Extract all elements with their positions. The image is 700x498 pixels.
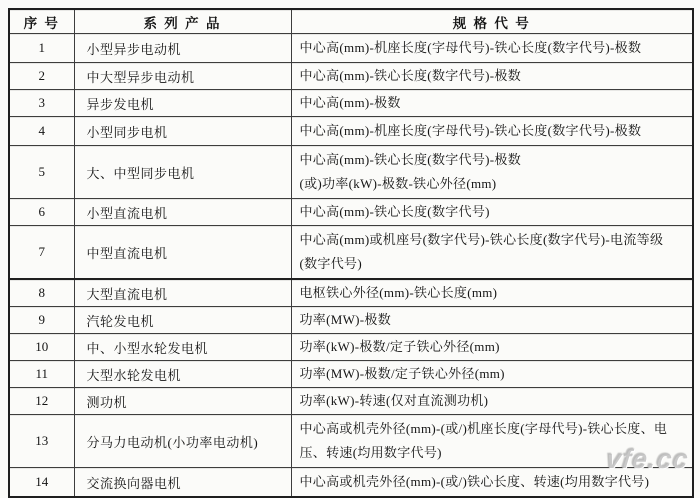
cell-spec-code: [291, 361, 693, 388]
table-row: [9, 117, 693, 146]
cell-row-number: 3: [9, 90, 74, 117]
cell-spec-code: [291, 279, 693, 307]
spec-code-line: 中心高(mm)-铁心长度(数字代号)-极数: [299, 68, 521, 83]
cell-spec-code: [291, 146, 693, 199]
cell-spec-code: [291, 226, 693, 280]
cell-row-number: 8: [9, 279, 74, 307]
cell-row-number: 1: [9, 34, 74, 63]
spec-code-line: 中心高(mm)-机座长度(字母代号)-铁心长度(数字代号)-极数: [299, 40, 642, 55]
spec-code-line: 功率(kW)-转速(仅对直流测功机): [299, 393, 489, 408]
spec-code-line: (数字代号): [299, 256, 362, 271]
cell-series-product: 分马力电动机(小功率电动机): [74, 415, 291, 468]
spec-code-line: 中心高(mm)-铁心长度(数字代号)-极数: [299, 152, 521, 167]
cell-row-number: 6: [9, 199, 74, 226]
cell-row-number: 7: [9, 226, 74, 280]
cell-series-product: 中、小型水轮发电机: [74, 334, 291, 361]
spec-code-line: 中心高或机壳外径(mm)-(或/)铁心长度、转速(均用数字代号): [299, 474, 650, 489]
table-row: [9, 307, 693, 334]
table-header-row: [9, 9, 693, 34]
cell-row-number: 10: [9, 334, 74, 361]
cell-spec-code: [291, 199, 693, 226]
spec-code-line: 电枢铁心外径(mm)-铁心长度(mm): [299, 285, 498, 300]
cell-spec-code: [291, 388, 693, 415]
cell-row-number: 13: [9, 415, 74, 468]
spec-code-line: 中心高(mm)-铁心长度(数字代号): [299, 204, 490, 219]
cell-series-product: 小型同步电机: [74, 117, 291, 146]
cell-spec-code: [291, 334, 693, 361]
table-row: [9, 63, 693, 90]
spec-code-line: 中心高或机壳外径(mm)-(或/)机座长度(字母代号)-铁心长度、电压、转速(均用数字代号): [299, 421, 668, 460]
cell-row-number: 2: [9, 63, 74, 90]
cell-row-number: 9: [9, 307, 74, 334]
table-row: [9, 361, 693, 388]
col-header-no: 序 号: [9, 9, 74, 34]
cell-spec-code: [291, 63, 693, 90]
cell-series-product: 大型直流电机: [74, 279, 291, 307]
spec-code-line: 功率(MW)-极数/定子铁心外径(mm): [299, 366, 505, 381]
cell-spec-code: [291, 90, 693, 117]
cell-spec-code: [291, 415, 693, 468]
cell-series-product: 中大型异步电动机: [74, 63, 291, 90]
table-row: [9, 34, 693, 63]
cell-series-product: 大、中型同步电机: [74, 146, 291, 199]
cell-series-product: 小型直流电机: [74, 199, 291, 226]
col-header-spec: 规 格 代 号: [291, 9, 693, 34]
cell-series-product: 大型水轮发电机: [74, 361, 291, 388]
spec-code-line: 功率(kW)-极数/定子铁心外径(mm): [299, 339, 500, 354]
cell-series-product: 汽轮发电机: [74, 307, 291, 334]
cell-series-product: 异步发电机: [74, 90, 291, 117]
spec-code-line: 功率(MW)-极数: [299, 312, 392, 327]
col-header-product: 系 列 产 品: [74, 9, 291, 34]
cell-spec-code: [291, 468, 693, 498]
cell-row-number: 14: [9, 468, 74, 498]
table-row: [9, 334, 693, 361]
spec-code-line: 中心高(mm)-机座长度(字母代号)-铁心长度(数字代号)-极数: [299, 123, 642, 138]
table-row: [9, 468, 693, 498]
cell-row-number: 11: [9, 361, 74, 388]
cell-series-product: 测功机: [74, 388, 291, 415]
table-row: [9, 388, 693, 415]
spec-code-line: (或)功率(kW)-极数-铁心外径(mm): [299, 176, 497, 191]
cell-spec-code: [291, 307, 693, 334]
cell-series-product: 中型直流电机: [74, 226, 291, 280]
table-row: [9, 226, 693, 280]
spec-code-line: 中心高(mm)或机座号(数字代号)-铁心长度(数字代号)-电流等级: [299, 232, 664, 247]
spec-code-line: 中心高(mm)-极数: [299, 95, 401, 110]
table-row: [9, 279, 693, 307]
cell-spec-code: [291, 117, 693, 146]
table-row: [9, 415, 693, 468]
table-row: [9, 146, 693, 199]
cell-spec-code: [291, 34, 693, 63]
spec-code-table: [8, 8, 694, 498]
table-row: [9, 90, 693, 117]
cell-row-number: 12: [9, 388, 74, 415]
cell-series-product: 小型异步电动机: [74, 34, 291, 63]
watermark: vfe.cc: [604, 444, 691, 474]
cell-series-product: 交流换向器电机: [74, 468, 291, 498]
cell-row-number: 4: [9, 117, 74, 146]
cell-row-number: 5: [9, 146, 74, 199]
table-row: [9, 199, 693, 226]
